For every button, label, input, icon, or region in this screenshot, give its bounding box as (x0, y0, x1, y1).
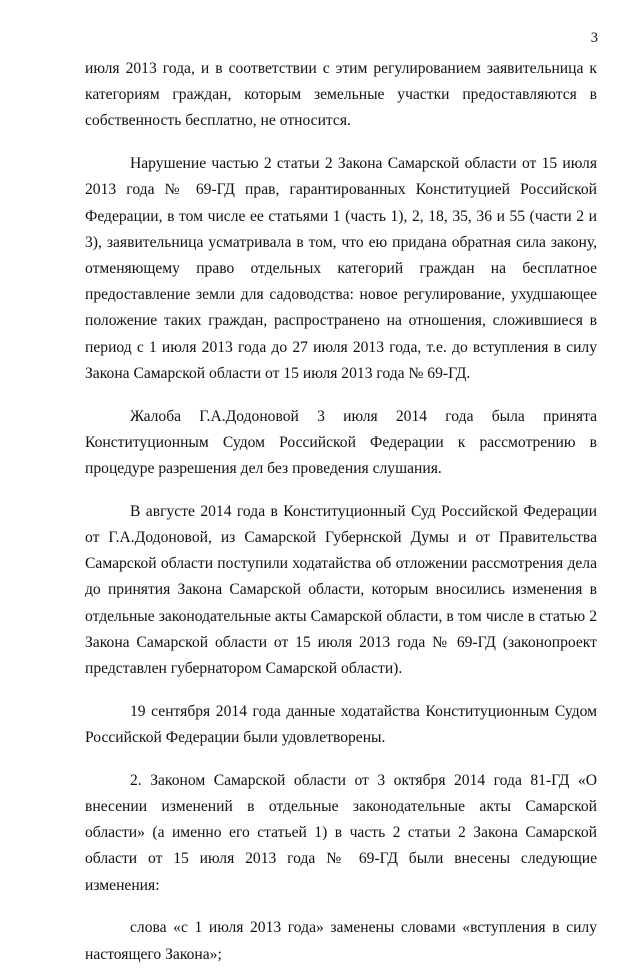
paragraph-violation-claim: Нарушение частью 2 статьи 2 Закона Самарской области от 15 июля 2013 года № 69-ГД прав, гарантированных Конституцией Российской Федерации, в том числе ее статьями 1 (часть 1), 2, 18, 35, 36 и 55 (части 2 и 3), заявительница усматривала в том, что ею придана обратная сила закону, отменяющему право отдельных категорий граждан на бесплатное предоставление земли для садоводства: новое регулирование, ухудшающее положение таких граждан, распространено на отношения, сложившиеся в период с 1 июля 2013 года до 27 июля 2013 года, т.е. до вступления в силу Закона Самарской области от 15 июля 2013 года № 69-ГД. (85, 155, 597, 382)
paragraph-words-replaced: слова «с 1 июля 2013 года» заменены словами «вступления в силу настоящего Закона»; (85, 919, 597, 963)
paragraph-postponement-motions: В августе 2014 года в Конституционный Суд Российской Федерации от Г.А.Додоновой, из Самарской Губернской Думы и от Правительства Самарской области поступили ходатайства об отложении рассмотрения дела до принятия Закона Самарской области, которым вносились изменения в отдельные законодательные акты Самарской области, в том числе в статью 2 Закона Самарской области от 15 июля 2013 года № 69-ГД (законопроект представлен губернатором Самарской области). (85, 502, 597, 678)
paragraph-complaint-accepted: Жалоба Г.А.Додоновой 3 июля 2014 года была принята Конституционным Судом Российской Федерации к рассмотрению в процедуре разрешения дел без проведения слушания. (85, 407, 597, 478)
paragraph-continuation: июля 2013 года, и в соответствии с этим регулированием заявительница к категориям граждан, которым земельные участки предоставляются в собственность бесплатно, не относится. (85, 60, 597, 130)
paragraph-motions-granted: 19 сентября 2014 года данные ходатайства Конституционным Судом Российской Федерации были удовлетворены. (85, 702, 597, 747)
paragraph-law-amendments: 2. Законом Самарской области от 3 октября 2014 года 81-ГД «О внесении изменений в отдельные законодательные акты Самарской области» (а именно его статьей 1) в часть 2 статьи 2 Закона Самарской области от 15 июля 2013 года № 69-ГД были внесены следующие изменения: (85, 771, 597, 894)
page-number: 3 (590, 30, 598, 46)
document-body (85, 56, 597, 968)
